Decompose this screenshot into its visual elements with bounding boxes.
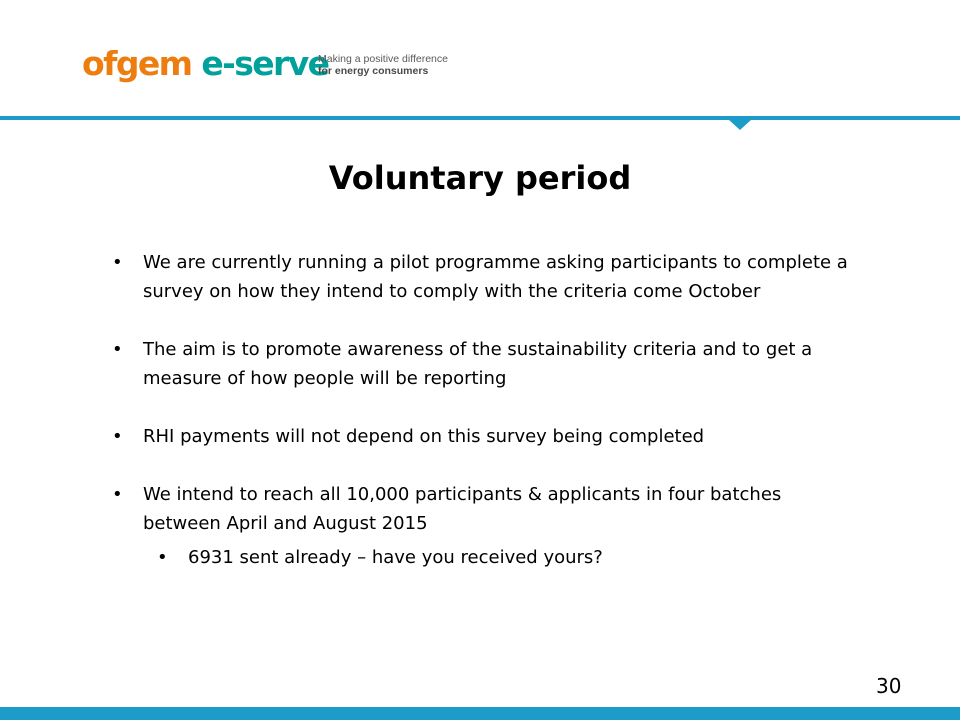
bullet-item: • The aim is to promote awareness of the sustainability criteria and to get a measure of how people will be reporting <box>112 335 852 393</box>
page-number: 30 <box>876 674 902 698</box>
bullet-item: • RHI payments will not depend on this survey being completed <box>112 422 852 451</box>
logo-word-eserve: e-serve <box>201 44 329 83</box>
tagline-line-1: Making a positive difference <box>318 53 448 65</box>
header-divider-notch <box>728 119 752 130</box>
logo-wordmark <box>82 44 328 84</box>
header-divider <box>0 116 960 120</box>
bullet-item: • We intend to reach all 10,000 participants & applicants in four batches between April and August 2015 <box>112 480 852 538</box>
logo-tagline <box>318 53 478 77</box>
footer-bar <box>0 707 960 720</box>
slide-title: Voluntary period <box>328 159 632 197</box>
logo-word-ofgem: ofgem <box>82 44 192 83</box>
tagline-line-2: for energy consumers <box>318 65 429 77</box>
sub-bullet-item: • 6931 sent already – have you received yours? <box>112 543 852 572</box>
bullet-list <box>112 248 852 572</box>
bullet-item: • We are currently running a pilot programme asking participants to complete a survey on how they intend to comply with the criteria come October <box>112 248 852 306</box>
